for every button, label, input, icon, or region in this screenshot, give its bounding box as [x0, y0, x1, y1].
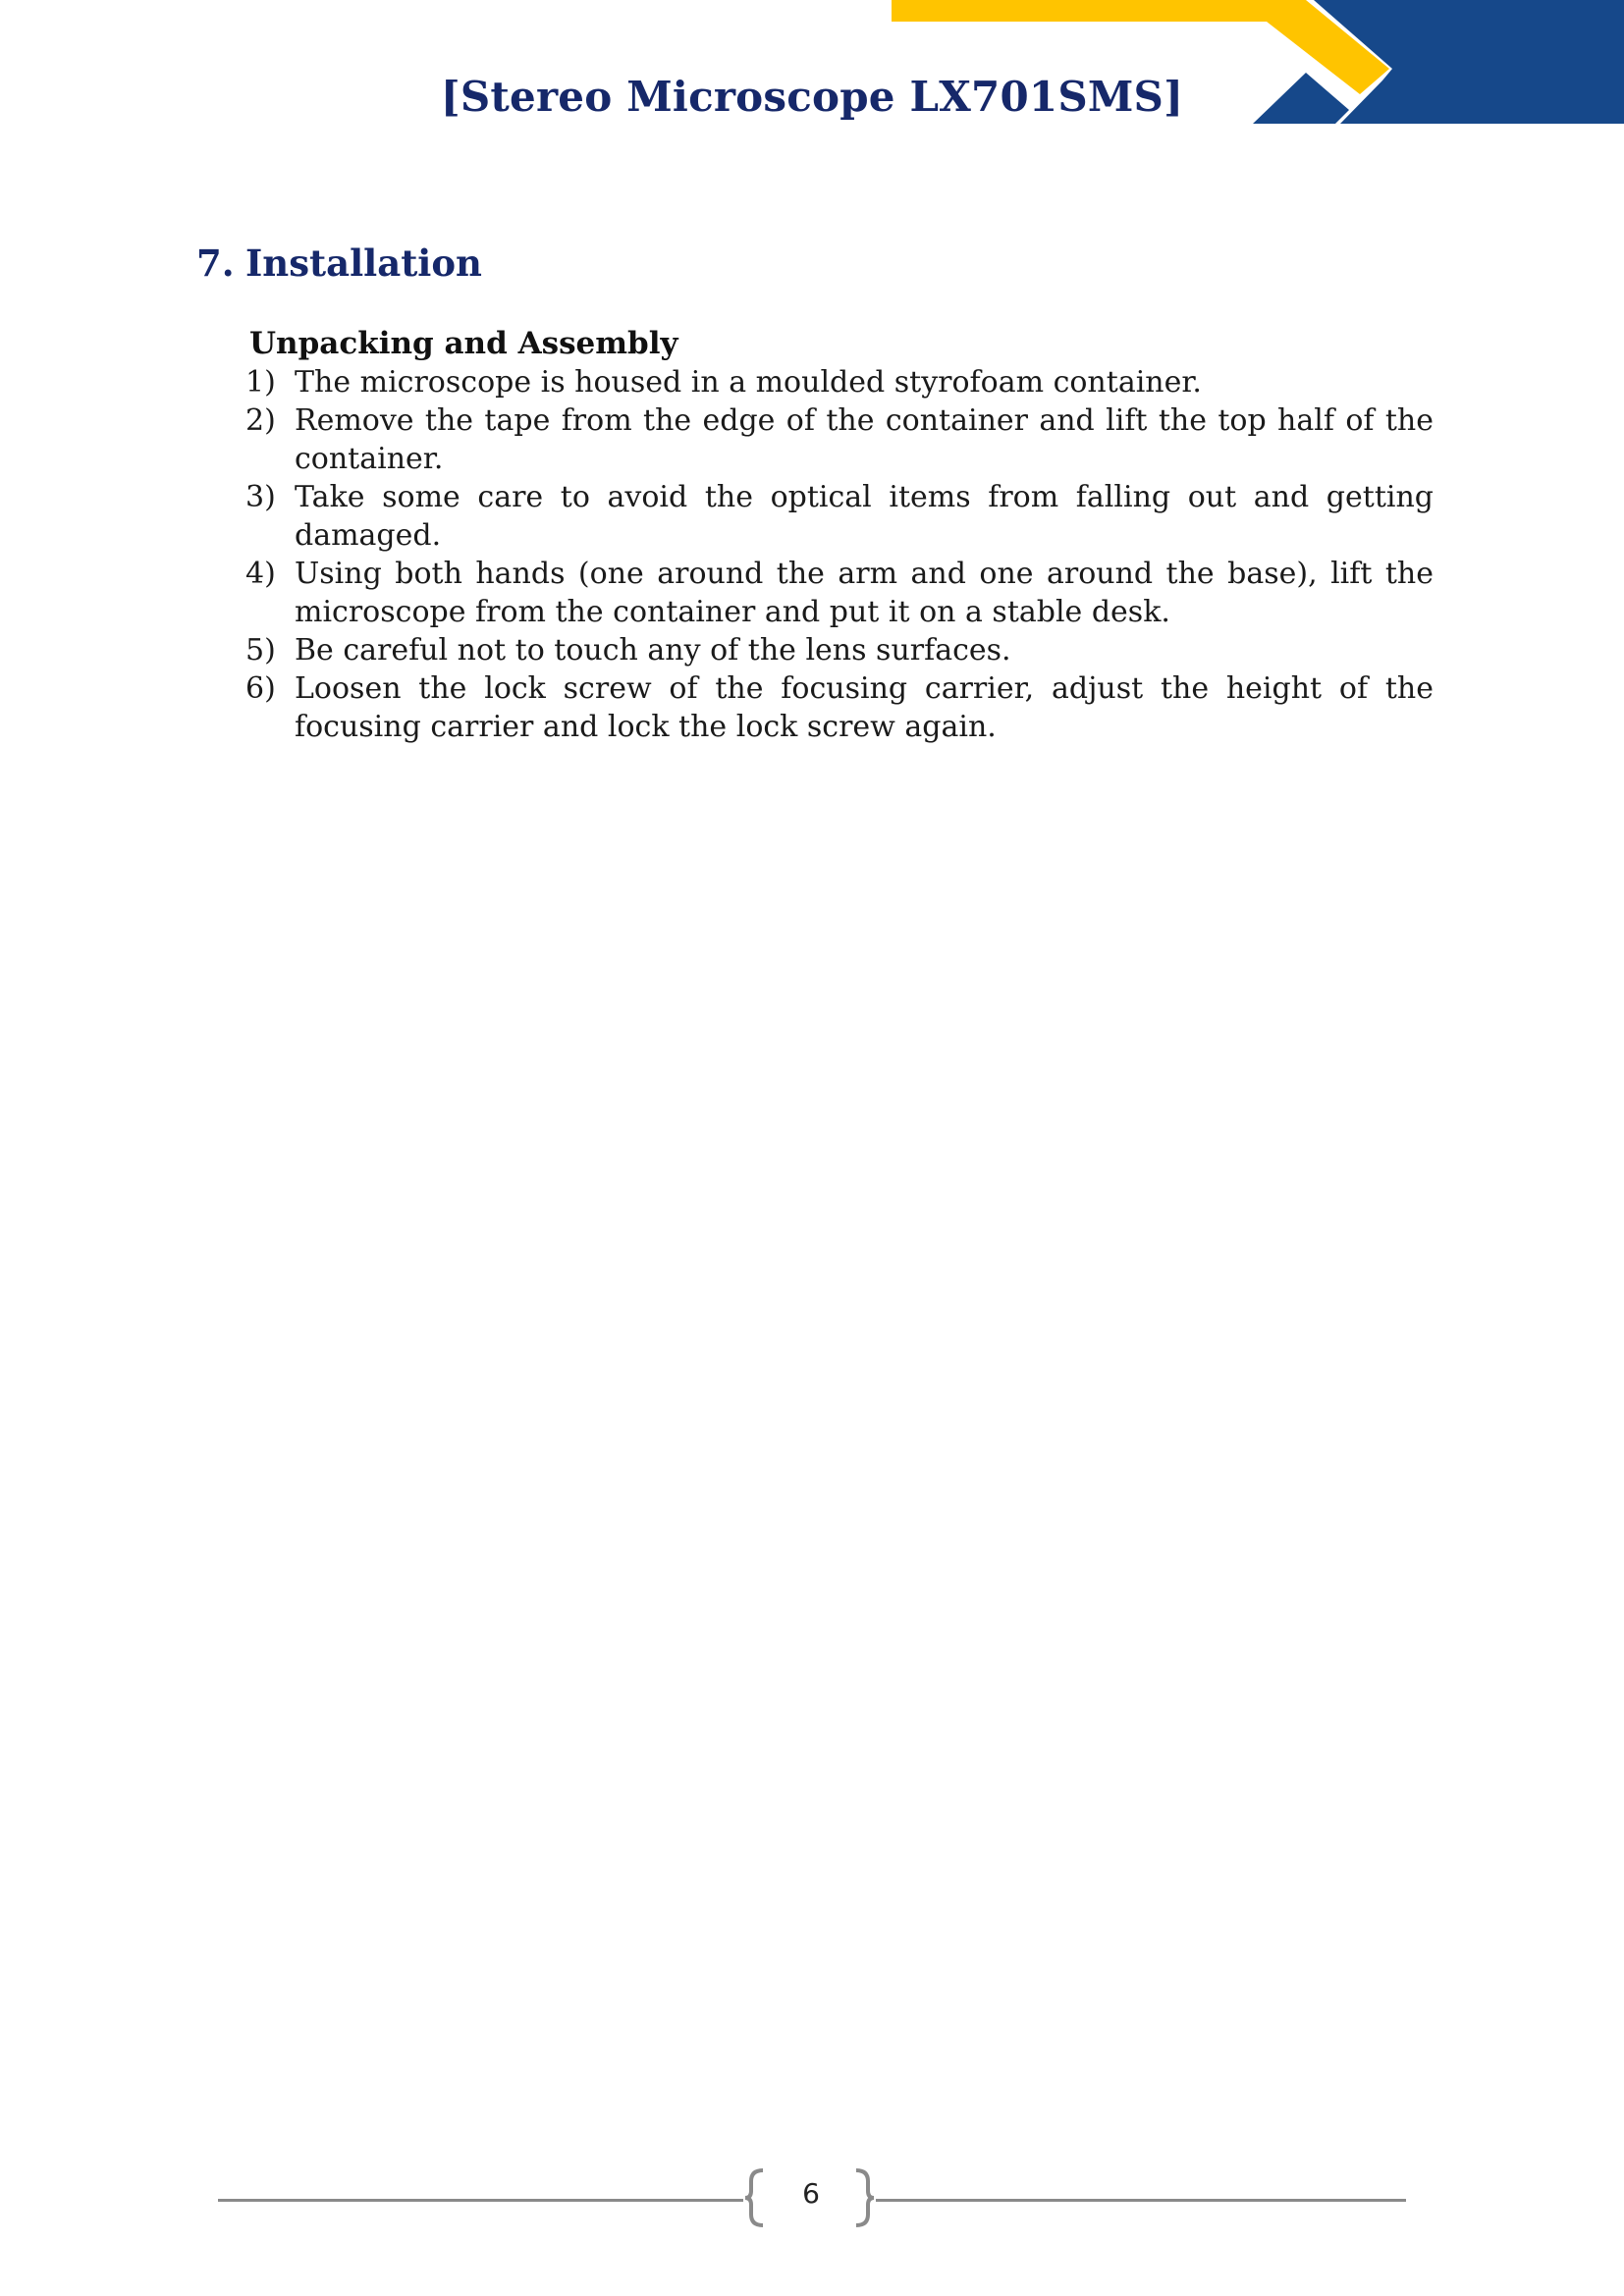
subsection-heading: Unpacking and Assembly — [249, 326, 678, 361]
step-text: Remove the tape from the edge of the container and lift the top half of the container. — [295, 403, 1434, 476]
list-item — [245, 401, 1434, 478]
page-number: 6 — [802, 2177, 820, 2210]
step-text: Using both hands (one around the arm and one around the base), lift the microscope from the container and put it on a stable desk. — [295, 557, 1434, 629]
list-item — [245, 555, 1434, 631]
left-brace-icon — [743, 2167, 767, 2228]
section-number: 7. — [196, 241, 235, 285]
step-number: 1) — [245, 365, 276, 400]
step-text: Be careful not to touch any of the lens surfaces. — [295, 633, 1011, 667]
footer-rule-right — [876, 2199, 1406, 2202]
document-title: [Stereo Microscope LX701SMS] — [440, 73, 1184, 121]
section-title: Installation — [245, 241, 482, 285]
installation-section — [196, 241, 1434, 746]
right-brace-icon — [852, 2167, 876, 2228]
step-text: Take some care to avoid the optical items from falling out and getting damaged. — [295, 480, 1434, 553]
page-footer — [0, 2160, 1624, 2238]
list-item — [245, 478, 1434, 555]
step-text: The microscope is housed in a moulded styrofoam container. — [295, 365, 1202, 400]
step-number: 5) — [245, 633, 276, 667]
list-item — [245, 631, 1434, 669]
step-number: 2) — [245, 403, 276, 438]
list-item — [245, 669, 1434, 746]
step-text: Loosen the lock screw of the focusing carrier, adjust the height of the focusing carrier and lock the lock screw again. — [295, 671, 1434, 744]
assembly-steps-list — [245, 363, 1434, 746]
list-item — [245, 363, 1434, 401]
section-heading — [196, 241, 1434, 285]
step-number: 3) — [245, 480, 276, 514]
footer-rule-left — [218, 2199, 743, 2202]
step-number: 6) — [245, 671, 276, 706]
step-number: 4) — [245, 557, 276, 591]
